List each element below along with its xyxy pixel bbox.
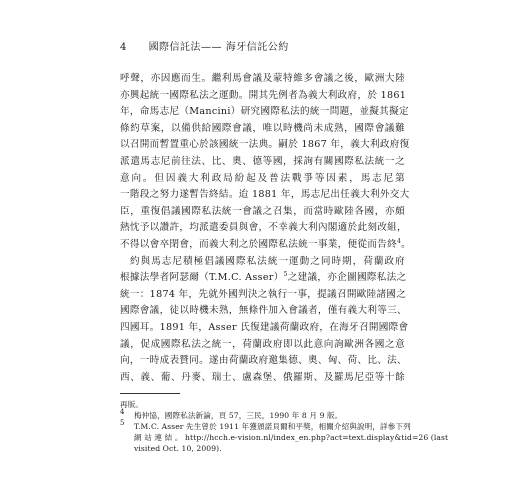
body-line: 年，命馬志尼（Mancini）研究國際私法的統一問題，並擬其擬定 (120, 106, 409, 118)
footnote-text: 梅仲協，國際私法新論，頁 57，三民，1990 年 8 月 9 版。 (134, 411, 343, 420)
body-line: 不得以會卒閉會，而義大利之於國際私法統一事業，便從而告終$^4$。 (120, 237, 412, 250)
body-line: 亦興起統一國際私法之運動。開其先例者為義大利政府，於 1861 (120, 89, 407, 101)
footnotes (120, 399, 449, 454)
footnote-text: T.M.C. Asser 先生曾於 1911 年獲頒諾貝爾和平獎，相關介紹與說明，詳參下列 (134, 422, 411, 431)
footnote-ref-5[interactable]: 5 (283, 270, 288, 278)
footnote-ref-4[interactable]: 4 (397, 237, 402, 245)
body-line: 意向。但因義大利政局紛起及普法戰爭等因素，馬志尼第 (120, 172, 405, 184)
body-line (120, 270, 405, 287)
body-line: 議，促成國際私法之統一，荷蘭政府即以此意向詢歐洲各國之意 (120, 338, 405, 350)
body-line: 四國耳。1891 年，Asser 氏復建議荷蘭政府，在海牙召開國際會 (120, 321, 409, 333)
body-line: 國際會議，徒以時機未熟，無條件加入會議者，僅有義大利等三、 (120, 305, 407, 317)
body-line: 熱忱予以讚許，均派遣委員與會，不幸義大利內閣適於此刻改組， (120, 222, 407, 234)
running-title: 國際信託法—— 海牙信託公約 (148, 42, 289, 53)
running-header (120, 38, 289, 53)
body-line: 西、義、葡、丹麥、瑞士、盧森堡、俄羅斯、及羅馬尼亞等十餘 (120, 371, 405, 383)
body-line: 臣，重復倡議國際私法統一會議之召集，而當時歐陸各國，亦頗 (120, 205, 405, 217)
body-line-text: 根據法學者阿瑟爾（T.M.C. Asser） (120, 272, 284, 284)
body-line-text: 不得以會卒閉會，而義大利之於國際私法統一事業，便從而告終 (120, 238, 398, 250)
page-number: 4 (120, 42, 127, 53)
footnote-continuation: 再版。 (120, 400, 144, 409)
body-line: 一階段之努力遂暫告終結。迨 1881 年，馬志尼出任義大利外交大 (120, 189, 410, 201)
body-line: 約與馬志尼積極倡議國際私法統一運動之同時期，荷蘭政府 (130, 255, 405, 267)
footnote-divider (120, 393, 180, 394)
body-line: 條約草案，以備供給國際會議，唯以時機尚未成熟，國際會議難 (120, 122, 405, 134)
body-line: 向，一時成表贊同。遂由荷蘭政府邀集德、奧、匈、荷、比、法、 (120, 355, 407, 367)
body-text (120, 71, 412, 386)
body-line: 呼聲，亦因應而生。繼利馬會議及蒙特維多會議之後，歐洲大陸 (120, 73, 405, 84)
footnote-5-link-line[interactable]: 網 站 連 結 。 http://hcch.e-vision.nl/index_en.php?act=text.display&tid=26 (last (134, 433, 449, 442)
body-line: 派遣馬志尼前往法、比、奧、德等國，採詢有關國際私法統一之 (120, 155, 405, 167)
footnote-5: 5 T.M.C. Asser 先生曾於 1911 年獲頒諾貝爾和平獎，相關介紹與說明，詳參下列 (120, 419, 411, 431)
footnote-5-visited-line: visited Oct. 10, 2009). (134, 444, 222, 453)
footnote-4: 4 梅仲協，國際私法新論，頁 57，三民，1990 年 8 月 9 版。 (120, 408, 343, 420)
body-line-text: 之建議，亦企圖國際私法之 (287, 272, 407, 284)
body-line: 以召開而暫置重心於該國統一法典。嗣於 1867 年，義大利政府復 (120, 139, 410, 151)
body-line: 統一：1874 年，先就外國判決之執行一事，提議召開歐陸諸國之 (120, 288, 407, 300)
